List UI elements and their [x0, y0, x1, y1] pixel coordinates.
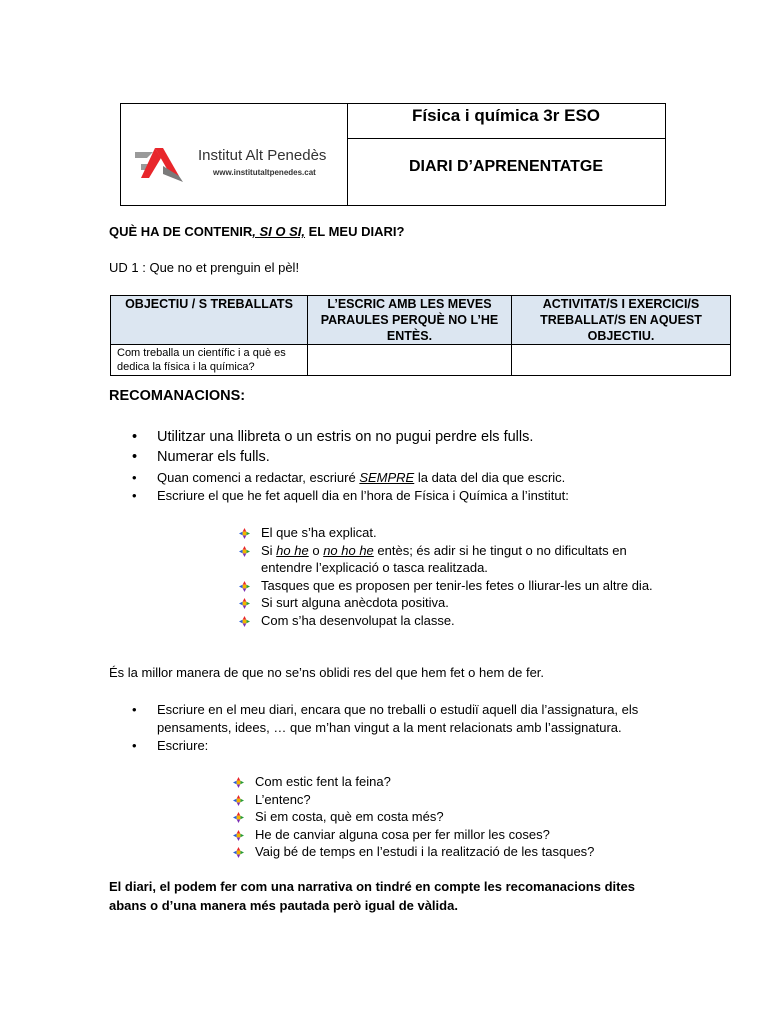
- four-color-arrow-icon: [233, 795, 244, 806]
- list-item: [239, 612, 659, 630]
- four-color-arrow-icon: [233, 830, 244, 841]
- table-cell: [308, 345, 512, 376]
- recommendations-list: [132, 427, 533, 467]
- list-item: [233, 791, 663, 809]
- list-item-text: L’entenc?: [255, 791, 311, 807]
- four-color-arrow-icon: [233, 812, 244, 823]
- table-header-row: [111, 296, 731, 345]
- list-item: [239, 594, 659, 612]
- list-item-text: Tasques que es proposen per tenir-les fetes o lliurar-les un altre dia.: [261, 577, 653, 593]
- list-item-text: Si surt alguna anècdota positiva.: [261, 595, 449, 610]
- list-item: [239, 542, 659, 577]
- bullet-text: Quan comenci a redactar, escriuré: [157, 470, 360, 485]
- list-item: [132, 469, 569, 487]
- list-item: • Escriure:: [132, 737, 662, 755]
- list-item-text: Com s’ha desenvolupat la classe.: [261, 612, 455, 628]
- list-item-text: Com estic fent la feina?: [255, 774, 391, 789]
- list-item: • Escriure el que he fet aquell dia en l’hora de Física i Química a l’institut:: [132, 487, 569, 505]
- table-row: [111, 345, 731, 376]
- list-item-emphasis: no ho he: [323, 542, 374, 558]
- list-item-text: entès; és adir si he tingut o no dificultats en entendre l’explicació o tasca realitzada.: [261, 542, 627, 575]
- table-header: ACTIVITAT/S I EXERCICI/S TREBALLAT/S EN AQUEST OBJECTIU.: [512, 296, 731, 345]
- bullet-emphasis: SEMPRE: [359, 470, 415, 485]
- list-item: [239, 524, 659, 542]
- objectives-table: [110, 295, 731, 376]
- document-title: DIARI D’APRENENTATGE: [408, 158, 604, 175]
- question-pre: QUÈ HA DE CONTENIR: [109, 224, 253, 239]
- institut-logo: [133, 144, 333, 184]
- list-item: [233, 826, 663, 844]
- list-item-text: o: [308, 542, 324, 558]
- sub-list-1: [239, 524, 659, 629]
- question-emphasis: , SI O SI,: [252, 224, 305, 239]
- header-box: [120, 103, 666, 206]
- list-item: [233, 808, 663, 826]
- table-header: L’ESCRIC AMB LES MEVES PARAULES PERQUÈ NO L’HE ENTÈS.: [308, 296, 512, 345]
- question-post: EL MEU DIARI?: [305, 224, 405, 239]
- four-color-arrow-icon: [233, 847, 244, 858]
- closing-paragraph: El diari, el podem fer com una narrativa on tindré en compte les recomanacions dites abans o d’una manera més pautada però igual de vàlida.: [109, 879, 635, 913]
- table-header: OBJECTIU / S TREBALLATS: [111, 296, 308, 345]
- unit-title: UD 1 : Que no et prenguin el pèl!: [109, 260, 300, 275]
- four-color-arrow-icon: [239, 528, 250, 539]
- table-cell: [512, 345, 731, 376]
- summary-paragraph: És la millor manera de que no se’ns oblidi res del que hem fet o hem de fer.: [109, 665, 545, 680]
- list-item-text: Vaig bé de temps en l’estudi i la realització de les tasques?: [255, 844, 595, 859]
- list-item: [239, 577, 659, 595]
- four-color-arrow-icon: [239, 581, 250, 592]
- additional-list: [132, 701, 662, 755]
- list-item: • Escriure en el meu diari, encara que no treballi o estudiï aquell dia l’assignatura, els pensaments, idees, … que m’han vingut a la ment relacionats amb l’assignatura.: [132, 701, 662, 737]
- list-item: [233, 773, 663, 791]
- list-item-text: Si em costa, què em costa més?: [255, 809, 444, 824]
- institut-logo-icon: [133, 144, 191, 184]
- list-item: • Utilitzar una llibreta o un estris on no pugui perdre els fulls.: [132, 427, 533, 447]
- list-item-text: El que s’ha explicat.: [261, 525, 377, 540]
- four-color-arrow-icon: [233, 777, 244, 788]
- question-heading: [109, 224, 404, 239]
- list-item: [233, 843, 663, 861]
- four-color-arrow-icon: [239, 598, 250, 609]
- logo-url: www.institutaltpenedes.cat: [213, 168, 316, 177]
- sub-list-2: [233, 773, 663, 861]
- list-item: • Numerar els fulls.: [132, 447, 533, 467]
- list-item-emphasis: ho he: [276, 542, 309, 558]
- four-color-arrow-icon: [239, 546, 250, 557]
- list-item-text: Si: [261, 542, 277, 558]
- logo-name: Institut Alt Penedès: [198, 147, 327, 164]
- recommendations-list-2: [132, 469, 569, 505]
- course-title: Física i química 3r ESO: [411, 106, 601, 125]
- bullet-text: la data del dia que escric.: [414, 470, 566, 485]
- list-item-text: He de canviar alguna cosa per fer millor les coses?: [255, 826, 550, 842]
- table-cell: Com treballa un científic i a què es dedica la física i la química?: [111, 345, 308, 376]
- recommendations-title: RECOMANACIONS:: [109, 388, 246, 404]
- four-color-arrow-icon: [239, 616, 250, 627]
